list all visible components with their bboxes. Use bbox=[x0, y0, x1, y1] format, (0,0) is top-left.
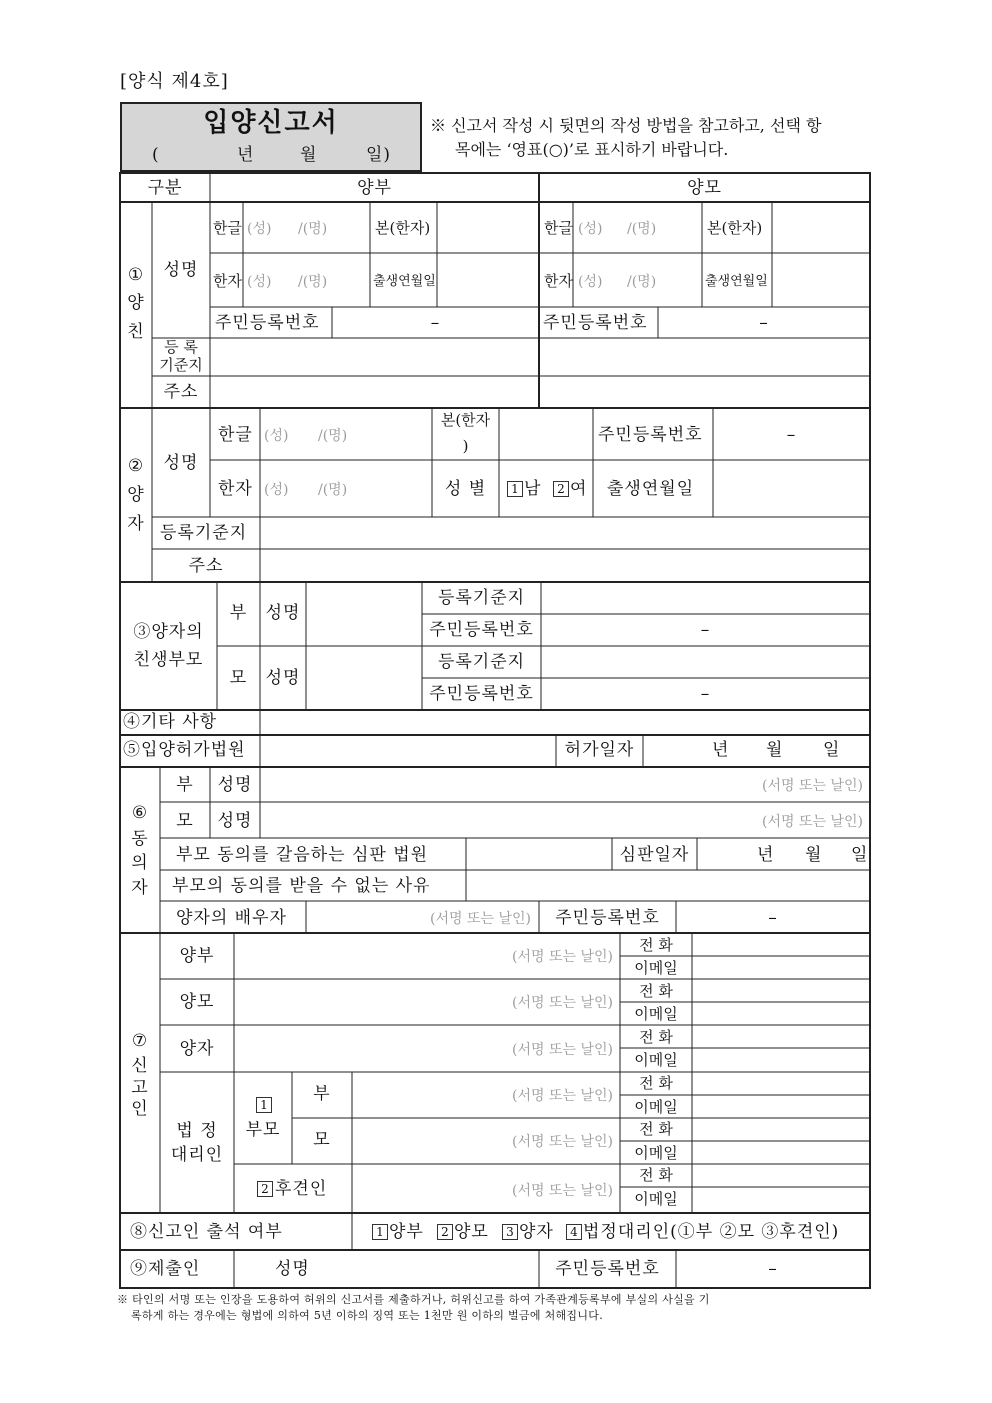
s7-lrm-sign: (서명 또는 날인) bbox=[512, 1134, 613, 1150]
opt4-label: 법정대리인(①부 ②모 ③후견인) bbox=[583, 1222, 840, 1242]
s7-phone-4: 전 화 bbox=[639, 1074, 673, 1092]
s7-legal-a: 법 정 bbox=[176, 1121, 218, 1141]
header-mother: 양모 bbox=[687, 178, 722, 198]
s7-lr-mother: 모 bbox=[313, 1130, 331, 1150]
s7-email-2: 이메일 bbox=[634, 1005, 678, 1023]
footer-line1: ※ 타인의 서명 또는 인장을 도용하여 허위의 신고서를 제출하거나, 허위신고를 하여 가족관계등록부에 부실의 사실을 기 bbox=[117, 1293, 710, 1306]
s1-name-label: 성명 bbox=[163, 260, 199, 280]
s7-email-4: 이메일 bbox=[634, 1098, 678, 1116]
female-checkbox[interactable]: 2 bbox=[553, 481, 569, 497]
s1-f-given-ph: /(명) bbox=[298, 221, 328, 237]
s6-judgment-date: 심판일자 bbox=[619, 845, 690, 865]
s3-f-rrn: 주민등록번호 bbox=[429, 620, 534, 640]
s1-reg-b: 기준지 bbox=[159, 356, 203, 374]
s6-label-b: 의 bbox=[131, 853, 149, 873]
s7-label-a: 신 bbox=[131, 1056, 149, 1076]
s9-name: 성명 bbox=[275, 1259, 310, 1279]
s2-hanja: 한자 bbox=[218, 479, 253, 499]
s6-label-num: ⑥ bbox=[131, 803, 149, 823]
s2-label-num: ② bbox=[127, 456, 145, 476]
s6-spouse-rrn-dash: – bbox=[768, 908, 778, 928]
date-month: 월 bbox=[300, 145, 318, 165]
s1-label-a: 양 bbox=[127, 293, 145, 313]
s2-given-ph2: /(명) bbox=[318, 482, 348, 498]
s7-g-sign: (서명 또는 날인) bbox=[512, 1183, 613, 1199]
s7-email-1: 이메일 bbox=[634, 959, 678, 977]
s5-day: 일 bbox=[823, 740, 841, 760]
s3-f-rrn-dash: – bbox=[700, 620, 711, 640]
s9-rrn-dash: – bbox=[768, 1259, 778, 1279]
opt4-checkbox[interactable]: 4 bbox=[566, 1224, 582, 1240]
s6-f-name: 성명 bbox=[217, 775, 253, 795]
s7-label-num: ⑦ bbox=[131, 1031, 149, 1051]
opt3-label: 양자 bbox=[519, 1222, 554, 1242]
s7-phone-3: 전 화 bbox=[639, 1028, 673, 1046]
s3-m-name: 성명 bbox=[265, 668, 301, 688]
instruction-line1: ※ 신고서 작성 시 뒷면의 작성 방법을 참고하고, 선택 항 bbox=[430, 116, 822, 135]
s5-month: 월 bbox=[766, 740, 784, 760]
s2-given-ph: /(명) bbox=[318, 428, 348, 444]
s7-email-5: 이메일 bbox=[634, 1144, 678, 1162]
s2-surname-ph: (성) bbox=[264, 428, 289, 444]
s6-m-name: 성명 bbox=[217, 811, 253, 831]
s3-father: 부 bbox=[229, 603, 248, 623]
s2-rrn-dash: – bbox=[786, 425, 797, 445]
female-label: 여 bbox=[570, 479, 588, 499]
s3-f-name: 성명 bbox=[265, 603, 301, 623]
opt1-label: 양부 bbox=[389, 1222, 424, 1242]
male-checkbox[interactable]: 1 bbox=[507, 481, 523, 497]
s7-phone-6: 전 화 bbox=[639, 1166, 673, 1184]
s9-label: ⑨제출인 bbox=[130, 1259, 201, 1279]
s1-reg-a: 등 록 bbox=[164, 338, 198, 356]
s6-spouse: 양자의 배우자 bbox=[176, 908, 287, 928]
s1-f-given-ph2: /(명) bbox=[298, 274, 328, 290]
s1-m-surname-ph: (성) bbox=[578, 221, 603, 237]
guardian-checkbox[interactable]: 2 bbox=[257, 1181, 273, 1197]
s9-rrn: 주민등록번호 bbox=[555, 1259, 660, 1279]
s6-spouse-sign: (서명 또는 날인) bbox=[430, 911, 531, 927]
s1-m-given-ph2: /(명) bbox=[627, 274, 657, 290]
header-father: 양부 bbox=[357, 178, 392, 198]
s3-label-b: 친생부모 bbox=[133, 650, 204, 670]
date-open: ( bbox=[152, 145, 160, 165]
parents-checkbox[interactable]: 1 bbox=[256, 1097, 272, 1113]
s6-year: 년 bbox=[757, 845, 775, 865]
s2-label-b: 자 bbox=[127, 514, 145, 534]
s6-mother: 모 bbox=[176, 811, 194, 831]
opt3-checkbox[interactable]: 3 bbox=[502, 1224, 518, 1240]
s2-bon-a: 본(한자 bbox=[440, 411, 491, 429]
s7-email-3: 이메일 bbox=[634, 1051, 678, 1069]
s6-spouse-rrn: 주민등록번호 bbox=[555, 908, 660, 928]
s2-hangul: 한글 bbox=[218, 425, 253, 445]
s1-m-rrn-dash: – bbox=[759, 313, 769, 333]
s1-f-rrn-label: 주민등록번호 bbox=[215, 313, 320, 333]
s1-label-num: ① bbox=[127, 265, 145, 285]
s7-adoptive-mother: 양모 bbox=[179, 992, 215, 1012]
s7-phone-2: 전 화 bbox=[639, 982, 673, 1000]
s7-lr-father: 부 bbox=[313, 1084, 331, 1104]
s3-m-reg-base: 등록기준지 bbox=[437, 652, 526, 672]
s2-address-label: 주소 bbox=[188, 556, 224, 576]
s7-legal-b: 대리인 bbox=[170, 1145, 224, 1165]
s6-m-sign: (서명 또는 날인) bbox=[762, 814, 863, 830]
footer-line2: 록하게 하는 경우에는 형법에 의하여 5년 이하의 징역 또는 1천만 원 이하의 벌금에 처해집니다. bbox=[131, 1309, 604, 1322]
s7-af-sign: (서명 또는 날인) bbox=[512, 949, 613, 965]
male-label: 남 bbox=[524, 479, 542, 499]
s7-am-sign: (서명 또는 날인) bbox=[512, 995, 613, 1011]
s1-address-label: 주소 bbox=[163, 382, 199, 402]
s8-label: ⑧신고인 출석 여부 bbox=[130, 1222, 283, 1242]
s7-guardian: 후견인 bbox=[275, 1179, 328, 1199]
s3-m-rrn-dash: – bbox=[700, 684, 711, 704]
s7-ad-sign: (서명 또는 날인) bbox=[512, 1042, 613, 1058]
s1-f-hanja: 한자 bbox=[213, 272, 242, 290]
header-category: 구분 bbox=[147, 178, 183, 198]
s1-m-hanja: 한자 bbox=[544, 272, 573, 290]
s7-label-b: 고 bbox=[131, 1078, 149, 1098]
s2-reg-base-label: 등록기준지 bbox=[160, 523, 248, 543]
page-title: 입양신고서 bbox=[203, 108, 339, 138]
s5-label: ⑤입양허가법원 bbox=[123, 740, 246, 760]
s5-permit-date: 허가일자 bbox=[564, 740, 635, 760]
s7-adoptee: 양자 bbox=[179, 1039, 215, 1059]
s2-birth-label: 출생연월일 bbox=[607, 479, 695, 499]
date-year: 년 bbox=[237, 145, 255, 165]
opt2-checkbox[interactable]: 2 bbox=[437, 1224, 453, 1240]
s7-phone-5: 전 화 bbox=[639, 1120, 673, 1138]
s1-m-given-ph: /(명) bbox=[627, 221, 657, 237]
s1-f-bon: 본(한자) bbox=[375, 219, 431, 237]
s2-rrn-label: 주민등록번호 bbox=[598, 425, 703, 445]
s1-f-surname-ph2: (성) bbox=[247, 274, 272, 290]
s3-m-rrn: 주민등록번호 bbox=[429, 684, 534, 704]
s6-day: 일 bbox=[851, 845, 869, 865]
s7-lrf-sign: (서명 또는 날인) bbox=[512, 1088, 613, 1104]
s1-m-hangul: 한글 bbox=[544, 219, 573, 237]
s7-email-6: 이메일 bbox=[634, 1190, 678, 1208]
s2-name-label: 성명 bbox=[163, 453, 199, 473]
s7-label-c: 인 bbox=[131, 1099, 149, 1119]
s2-gender-label: 성 별 bbox=[444, 479, 487, 499]
s6-label-a: 동 bbox=[131, 829, 149, 849]
s2-bon-b: ) bbox=[462, 437, 469, 455]
s3-mother: 모 bbox=[229, 668, 248, 688]
s1-m-surname-ph2: (성) bbox=[578, 274, 603, 290]
s7-adoptive-father: 양부 bbox=[179, 946, 215, 966]
s3-label-a: ③양자의 bbox=[133, 622, 204, 642]
s1-m-bon: 본(한자) bbox=[707, 219, 763, 237]
instruction-line2: 목에는 ‘영표(○)’로 표시하기 바랍니다. bbox=[455, 140, 729, 159]
date-day: 일) bbox=[366, 145, 392, 165]
s6-month: 월 bbox=[805, 845, 823, 865]
s6-f-sign: (서명 또는 날인) bbox=[762, 778, 863, 794]
s1-f-rrn-dash: – bbox=[430, 313, 441, 333]
s1-label-b: 친 bbox=[127, 322, 145, 342]
opt1-checkbox[interactable]: 1 bbox=[372, 1224, 388, 1240]
s1-f-surname-ph: (성) bbox=[247, 221, 272, 237]
opt2-label: 양모 bbox=[454, 1222, 489, 1242]
s1-f-hangul: 한글 bbox=[213, 219, 242, 237]
s6-court: 부모 동의를 갈음하는 심판 법원 bbox=[176, 845, 429, 865]
s7-phone-1: 전 화 bbox=[639, 936, 673, 954]
s6-father: 부 bbox=[176, 775, 194, 795]
s7-parents: 부모 bbox=[245, 1120, 281, 1140]
s6-reason: 부모의 동의를 받을 수 없는 사유 bbox=[172, 876, 431, 896]
s3-f-reg-base: 등록기준지 bbox=[437, 588, 526, 608]
s2-surname-ph2: (성) bbox=[264, 482, 289, 498]
s5-year: 년 bbox=[712, 740, 730, 760]
s6-label-c: 자 bbox=[131, 878, 149, 898]
s1-m-rrn-label: 주민등록번호 bbox=[543, 313, 648, 333]
s1-f-birth: 출생연월일 bbox=[373, 274, 436, 289]
form-number: [양식 제4호] bbox=[120, 71, 229, 92]
s1-m-birth: 출생연월일 bbox=[705, 274, 768, 289]
s2-label-a: 양 bbox=[127, 485, 145, 505]
s4-label: ④기타 사항 bbox=[123, 712, 218, 732]
